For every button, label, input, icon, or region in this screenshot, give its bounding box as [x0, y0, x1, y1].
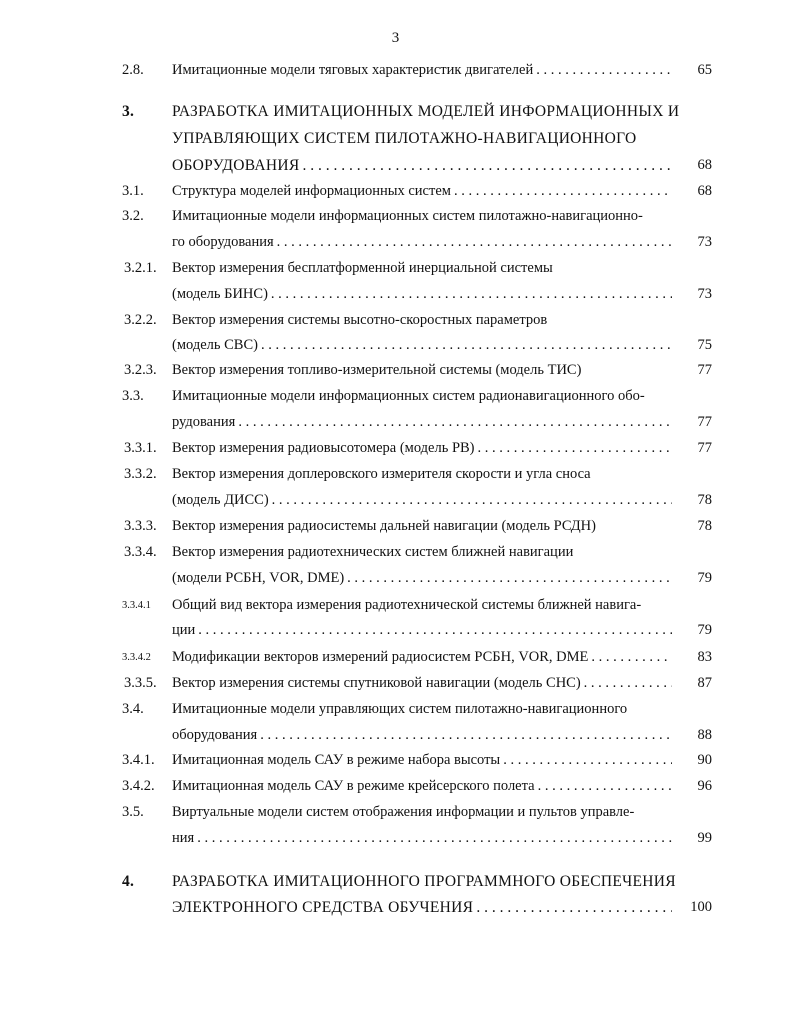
entry-page: 79	[697, 622, 712, 638]
entry-page: 78	[697, 492, 712, 508]
dot-leader	[268, 286, 672, 303]
dot-leader	[473, 899, 672, 917]
toc-entry-3-2-line2	[0, 234, 791, 258]
entry-title-cont: (модели РСБН, VOR, DME)	[172, 570, 345, 586]
dot-leader	[269, 492, 672, 509]
dot-leader	[588, 649, 672, 666]
toc-entry-3-3-2	[0, 466, 791, 490]
entry-title-line	[172, 899, 672, 917]
entry-number: 3.2.1.	[124, 260, 157, 276]
entry-page: 73	[697, 286, 712, 302]
entry-title-cont: (модель БИНС)	[172, 286, 268, 302]
toc-entry-3-3-5	[0, 675, 791, 699]
entry-title-line	[172, 649, 672, 666]
toc-entry-3-3-4-1	[0, 597, 791, 621]
entry-title: Имитационные модели управляющих систем пилотажно-навигационного	[172, 701, 628, 717]
entry-number: 3.3.1.	[124, 440, 157, 456]
toc-entry-3-1	[0, 183, 791, 207]
entry-title-cont: оборудования	[172, 727, 258, 743]
entry-title: Вектор измерения радиосистемы дальней навигации (модель РСДН)	[172, 518, 596, 534]
entry-number: 3.3.5.	[124, 675, 157, 691]
entry-number: 3.4.1.	[122, 752, 155, 768]
toc-entry-4	[0, 873, 791, 897]
entry-title: Модификации векторов измерений радиосистем РСБН, VOR, DME	[172, 649, 589, 665]
entry-page: 78	[697, 518, 712, 534]
entry-page: 87	[697, 675, 712, 691]
toc-entry-3-3-4	[0, 544, 791, 568]
entry-page: 75	[697, 337, 712, 353]
dot-leader	[581, 675, 672, 692]
entry-title-line	[172, 778, 672, 795]
entry-number: 3.3.4.1	[122, 600, 151, 611]
entry-title-cont: рудования	[172, 414, 236, 430]
entry-page: 99	[697, 830, 712, 846]
entry-number: 3.3.2.	[124, 466, 157, 482]
toc-entry-3-3-4-1-line2	[0, 622, 791, 646]
entry-number: 3.4.	[122, 701, 144, 717]
entry-title-cont: (модель ДИСС)	[172, 492, 269, 508]
toc-entry-3-2-1	[0, 260, 791, 284]
entry-title-cont: ОБОРУДОВАНИЯ	[172, 157, 300, 174]
entry-page: 77	[697, 362, 712, 378]
entry-title-line	[172, 675, 672, 692]
entry-title: Вектор измерения радиотехнических систем ближней навигации	[172, 544, 574, 560]
entry-page: 90	[697, 752, 712, 768]
entry-title-cont: ЭЛЕКТРОННОГО СРЕДСТВА ОБУЧЕНИЯ	[172, 899, 474, 916]
dot-leader	[533, 62, 672, 79]
dot-leader	[194, 830, 672, 847]
entry-title: Виртуальные модели систем отображения информации и пультов управле-	[172, 804, 635, 820]
entry-title: Имитационная модель САУ в режиме набора высоты	[172, 752, 501, 768]
entry-title-cont: ния	[172, 830, 195, 846]
dot-leader	[344, 570, 672, 587]
entry-number: 2.8.	[122, 62, 144, 78]
dot-leader	[299, 157, 672, 175]
entry-number: 3.4.2.	[122, 778, 155, 794]
toc-entry-4-line2	[0, 899, 791, 923]
entry-title-line	[172, 286, 672, 303]
entry-page: 79	[697, 570, 712, 586]
entry-title: Вектор измерения системы высотно-скоростных параметров	[172, 312, 548, 328]
dot-leader	[475, 440, 672, 457]
dot-leader	[451, 183, 672, 200]
entry-title-line	[172, 337, 672, 354]
entry-title: Вектор измерения доплеровского измерителя скорости и угла сноса	[172, 466, 591, 482]
entry-title-line	[172, 727, 672, 744]
toc-entry-3-4-line2	[0, 727, 791, 751]
entry-title: Вектор измерения радиовысотомера (модель РВ)	[172, 440, 475, 456]
entry-page: 100	[690, 899, 712, 915]
entry-title-cont: УПРАВЛЯЮЩИХ СИСТЕМ ПИЛОТАЖНО-НАВИГАЦИОННОГО	[172, 130, 637, 147]
toc-entry-3-4-2	[0, 778, 791, 802]
entry-number: 3.3.	[122, 388, 144, 404]
entry-page: 83	[697, 649, 712, 665]
toc-entry-3-4	[0, 701, 791, 725]
dot-leader	[274, 234, 672, 251]
entry-number: 3.2.3.	[124, 362, 157, 378]
toc-entry-3-5-line2	[0, 830, 791, 854]
entry-page: 96	[697, 778, 712, 794]
dot-leader	[257, 727, 672, 744]
entry-title-cont: го оборудования	[172, 234, 274, 250]
toc-entry-3-3-line2	[0, 414, 791, 438]
entry-number: 4.	[122, 873, 135, 890]
entry-title-line	[172, 622, 672, 639]
entry-title-line	[172, 492, 672, 509]
toc-entry-3-2-2-line2	[0, 337, 791, 361]
entry-title: РАЗРАБОТКА ИМИТАЦИОННЫХ МОДЕЛЕЙ ИНФОРМАЦИОННЫХ И	[172, 103, 680, 120]
toc-entry-3-3-4-line2	[0, 570, 791, 594]
dot-leader	[235, 414, 672, 431]
entry-title-line	[172, 62, 672, 79]
dot-leader	[195, 622, 672, 639]
toc-entry-3-3-1	[0, 440, 791, 464]
entry-page: 77	[697, 440, 712, 456]
entry-title: Общий вид вектора измерения радиотехнической системы ближней навига-	[172, 597, 642, 613]
entry-page: 77	[697, 414, 712, 430]
toc-entry-3-3-2-line2	[0, 492, 791, 516]
dot-leader	[500, 752, 672, 769]
entry-title: Вектор измерения бесплатформенной инерциальной системы	[172, 260, 553, 276]
dot-leader	[535, 778, 672, 795]
entry-title: Имитационные модели тяговых характеристик двигателей	[172, 62, 534, 78]
toc-entry-3-3	[0, 388, 791, 412]
toc-entry-3-5	[0, 804, 791, 828]
entry-title: РАЗРАБОТКА ИМИТАЦИОННОГО ПРОГРАММНОГО ОБЕСПЕЧЕНИЯ	[172, 873, 676, 890]
entry-title-line	[172, 752, 672, 769]
toc-entry-3-4-1	[0, 752, 791, 776]
toc-entry-3-3-4-2	[0, 649, 791, 673]
entry-page: 68	[697, 157, 712, 173]
entry-number: 3.3.3.	[124, 518, 157, 534]
toc-entry-2-8	[0, 62, 791, 86]
entry-title: Вектор измерения топливо-измерительной системы (модель ТИС)	[172, 362, 582, 378]
entry-number: 3.3.4.	[124, 544, 157, 560]
entry-number: 3.2.2.	[124, 312, 157, 328]
toc-entry-3-2	[0, 208, 791, 232]
entry-number: 3.2.	[122, 208, 144, 224]
toc-entry-3-2-1-line2	[0, 286, 791, 310]
entry-number: 3.5.	[122, 804, 144, 820]
entry-page: 68	[697, 183, 712, 199]
entry-title: Вектор измерения системы спутниковой навигации (модель СНС)	[172, 675, 581, 691]
dot-leader	[258, 337, 672, 354]
entry-title: Имитационные модели информационных систем пилотажно-навигационно-	[172, 208, 643, 224]
toc-entry-3-line3	[0, 157, 791, 181]
entry-title-line	[172, 183, 672, 200]
toc-entry-3	[0, 103, 791, 127]
entry-title-line	[172, 234, 672, 251]
entry-page: 88	[697, 727, 712, 743]
entry-title-cont: ции	[172, 622, 196, 638]
entry-number: 3.	[122, 103, 135, 120]
entry-title: Имитационные модели информационных систем радионавигационного обо-	[172, 388, 645, 404]
toc-entry-3-2-3	[0, 362, 791, 386]
entry-title-line	[172, 830, 672, 847]
entry-title-line	[172, 440, 672, 457]
entry-title-line	[172, 570, 672, 587]
entry-title: Структура моделей информационных систем	[172, 183, 451, 199]
entry-page: 65	[697, 62, 712, 78]
page-number: 3	[391, 30, 400, 46]
entry-title-cont: (модель СВС)	[172, 337, 258, 353]
toc-entry-3-line2	[0, 130, 791, 154]
entry-number: 3.3.4.2	[122, 652, 151, 663]
entry-title: Имитационная модель САУ в режиме крейсерского полета	[172, 778, 535, 794]
entry-number: 3.1.	[122, 183, 144, 199]
toc-entry-3-3-3	[0, 518, 791, 542]
entry-title-line	[172, 157, 672, 175]
toc-entry-3-2-2	[0, 312, 791, 336]
entry-title-line	[172, 414, 672, 431]
entry-page: 73	[697, 234, 712, 250]
